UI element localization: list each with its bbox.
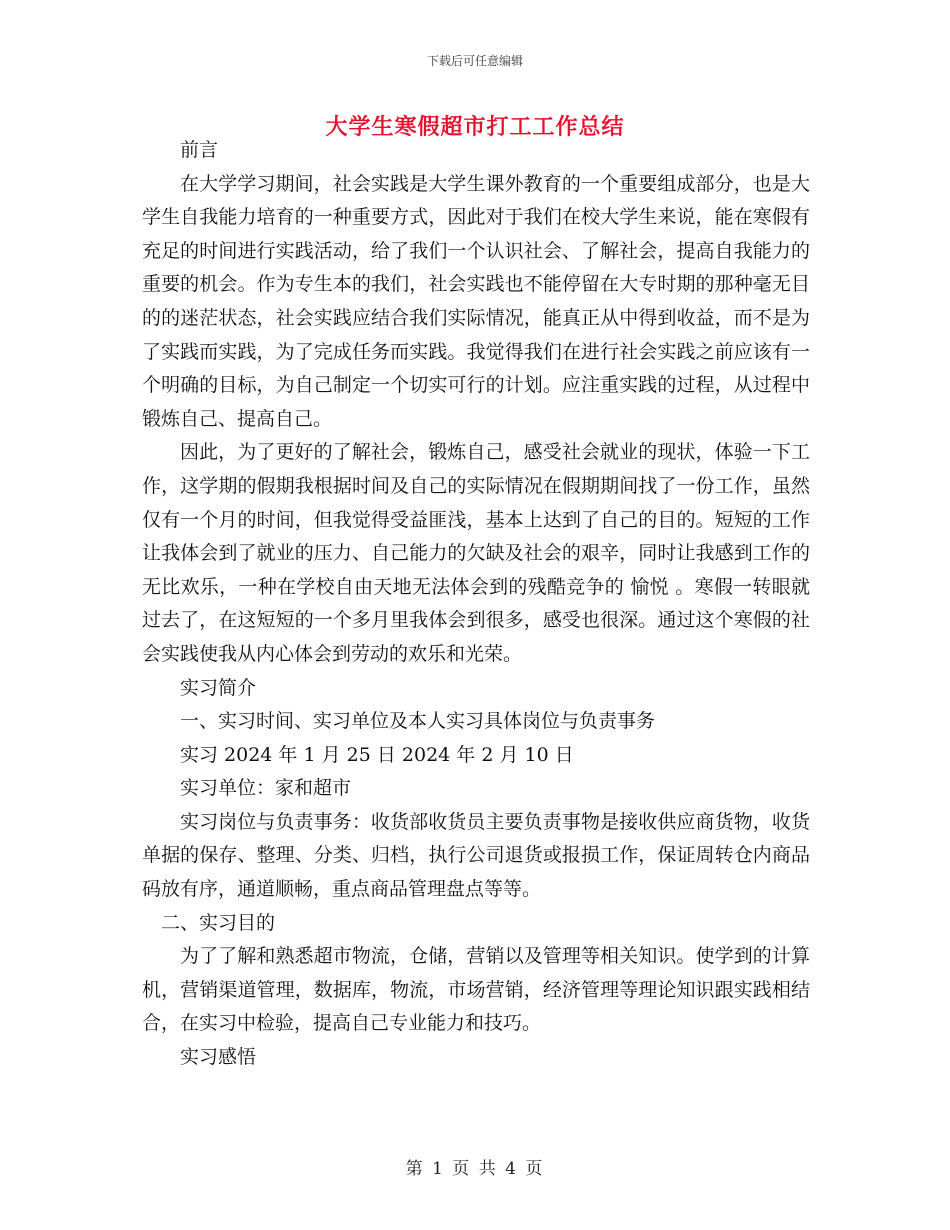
- paragraph-intro-2: 因此，为了更好的了解社会，锻炼自己，感受社会就业的现状，体验一下工作，这学期的假期我根据时间及自己的实际情况在假期期间找了一份工作，虽然仅有一个月的时间，但我觉得受益匪浅，基本上达到了自己的目的。短短的工作让我体会到了就业的压力、自己能力的欠缺及社会的艰辛，同时让我感到工作的无比欢乐，一种在学校自由天地无法体会到的残酷竞争的 愉悦 。寒假一转眼就过去了，在这短短的一个多月里我体会到很多，感受也很深。通过这个寒假的社会实践使我从内心体会到劳动的欢乐和光荣。: [142, 441, 810, 665]
- paragraph-preface-heading: 前言: [180, 139, 219, 161]
- section-heading-reflection: 实习感悟: [180, 1046, 257, 1069]
- subsection-heading-1: 一、实习时间、实习单位及本人实习具体岗位与负责事务: [180, 710, 656, 733]
- paragraph-internship-purpose: 为了了解和熟悉超市物流，仓储，营销以及管理等相关知识。使学到的计算机，营销渠道管理，数据库，物流，市场营销，经济管理等理论知识跟实践相结合，在实习中检验，提高自己专业能力和技巧。: [142, 945, 810, 1035]
- page-header: 下载后可任意编辑: [426, 54, 523, 68]
- paragraph-internship-unit: 实习单位：家和超市: [180, 777, 352, 800]
- paragraph-intro-1: 在大学学习期间，社会实践是大学生课外教育的一个重要组成部分，也是大学生自我能力培育的一种重要方式，因此对于我们在校大学生来说，能在寒假有充足的时间进行实践活动，给了我们一个认识社会、了解社会，提高自我能力的重要的机会。作为专生本的我们，社会实践也不能停留在大专时期的那种毫无目的的迷茫状态，社会实践应结合我们实际情况，能真正从中得到收益，而不是为了实践而实践，为了完成任务而实践。我觉得我们在进行社会实践之前应该有一个明确的目标，为自己制定一个切实可行的计划。应注重实践的过程，从过程中锻炼自己、提高自己。: [142, 172, 810, 430]
- document-title: 大学生寒假超市打工工作总结: [325, 114, 625, 140]
- page-footer: 第 1 页 共 4 页: [405, 1159, 545, 1179]
- paragraph-internship-duty: 实习岗位与负责事务：收货部收货员主要负责事物是接收供应商货物，收货单据的保存、整理、分类、归档，执行公司退货或报损工作，保证周转仓内商品码放有序，通道顺畅，重点商品管理盘点等等。: [142, 810, 810, 901]
- document-body: [142, 134, 810, 1075]
- subsection-heading-2: 二、实习目的: [161, 911, 276, 934]
- paragraph-internship-time: 实习 2024 年 1 月 25 日 2024 年 2 月 10 日: [180, 743, 574, 766]
- section-heading-internship-summary: 实习简介: [180, 676, 257, 699]
